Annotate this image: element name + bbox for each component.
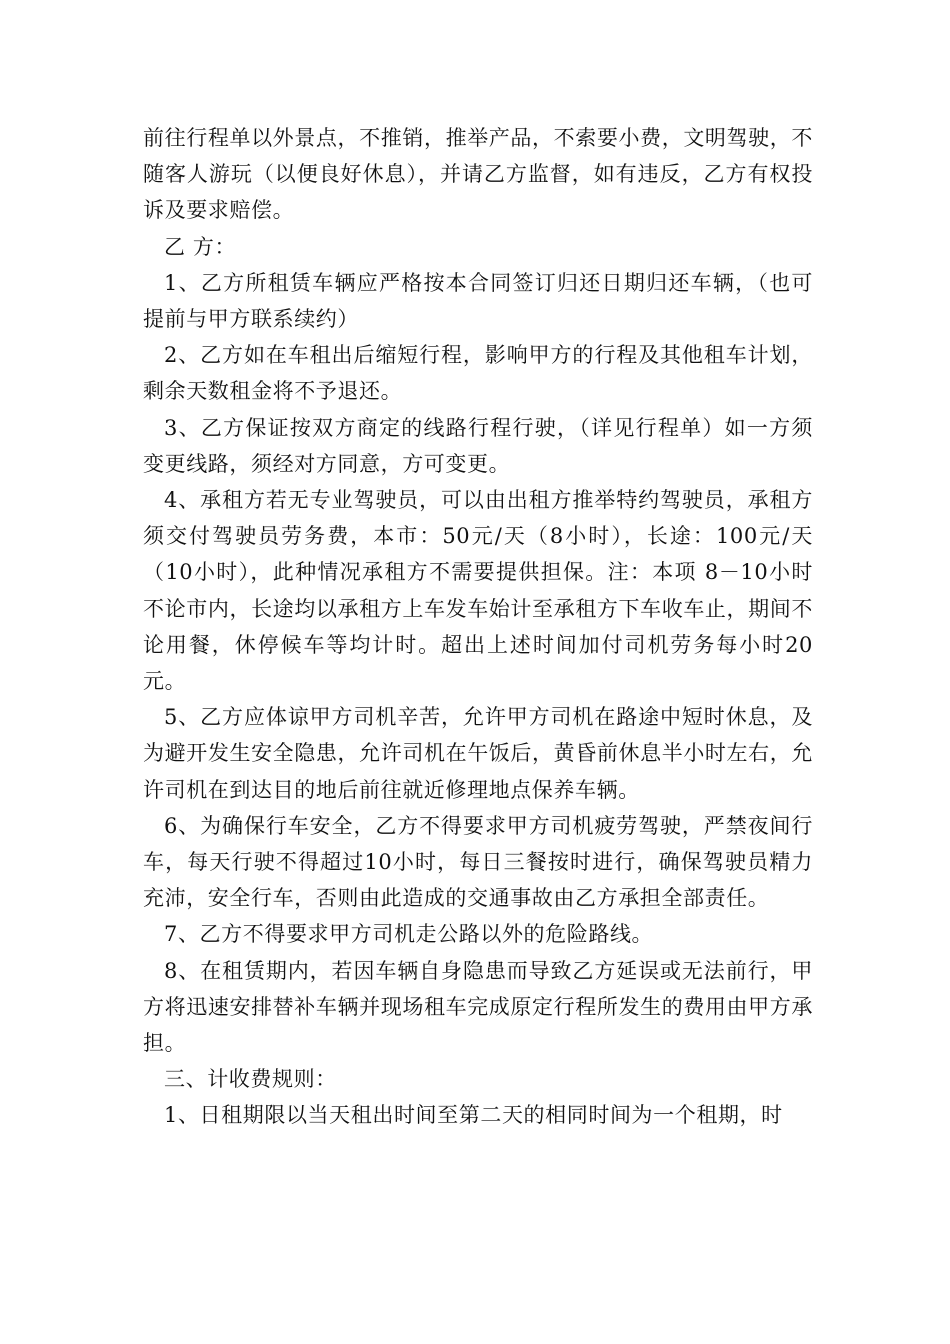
clause-fee-1: 1、日租期限以当天租出时间至第二天的相同时间为一个租期，时 bbox=[164, 1103, 783, 1128]
clause-b-2: 2、乙方如在车租出后缩短行程，影响甲方的行程及其他租车计划，剩余天数租金将不予退还。 bbox=[143, 343, 813, 404]
clause-b-5: 5、乙方应体谅甲方司机辛苦，允许甲方司机在路途中短时休息，及为避开发生安全隐患，允许司机在午饭后，黄昏前休息半小时左右，允许司机在到达目的地后前往就近修理地点保养车辆。 bbox=[143, 705, 813, 802]
clause-b-3: 3、乙方保证按双方商定的线路行程行驶，（详见行程单）如一方须变更线路，须经对方同意，方可变更。 bbox=[143, 415, 813, 476]
clause-b-6: 6、为确保行车安全，乙方不得要求甲方司机疲劳驾驶，严禁夜间行车，每天行驶不得超过10小时，每日三餐按时进行，确保驾驶员精力充沛，安全行车，否则由此造成的交通事故由乙方承担全部责任。 bbox=[143, 813, 813, 911]
paragraph-continuation: 前往行程单以外景点，不推销，推举产品，不索要小费，文明驾驶，不随客人游玩（以便良好休息），并请乙方监督，如有违反，乙方有权投诉及要求赔偿。 bbox=[143, 126, 813, 223]
clause-b-4: 4、承租方若无专业驾驶员，可以由出租方推举特约驾驶员，承租方须交付驾驶员劳务费，本市：50元/天（8小时），长途：100元/天（10小时），此种情况承租方不需要提供担保。注：本项 8－10小时不论市内，长途均以承租方上车发车始计至承租方下车收车止，期间不论用餐，休停候车等均计时。超出上述时间加付司机劳务每小时20元。 bbox=[143, 488, 813, 694]
clause-b-8: 8、在租赁期内，若因车辆自身隐患而导致乙方延误或无法前行，甲方将迅速安排替补车辆并现场租车完成原定行程所发生的费用由甲方承担。 bbox=[143, 958, 813, 1056]
clause-b-7: 7、乙方不得要求甲方司机走公路以外的危险路线。 bbox=[164, 922, 654, 947]
section-heading-fee-rules: 三、计收费规则： bbox=[164, 1067, 337, 1092]
section-heading-party-b: 乙 方： bbox=[164, 234, 237, 259]
clause-b-1: 1、乙方所租赁车辆应严格按本合同签订归还日期归还车辆，（也可提前与甲方联系续约） bbox=[143, 270, 813, 332]
document-body bbox=[143, 120, 813, 1134]
